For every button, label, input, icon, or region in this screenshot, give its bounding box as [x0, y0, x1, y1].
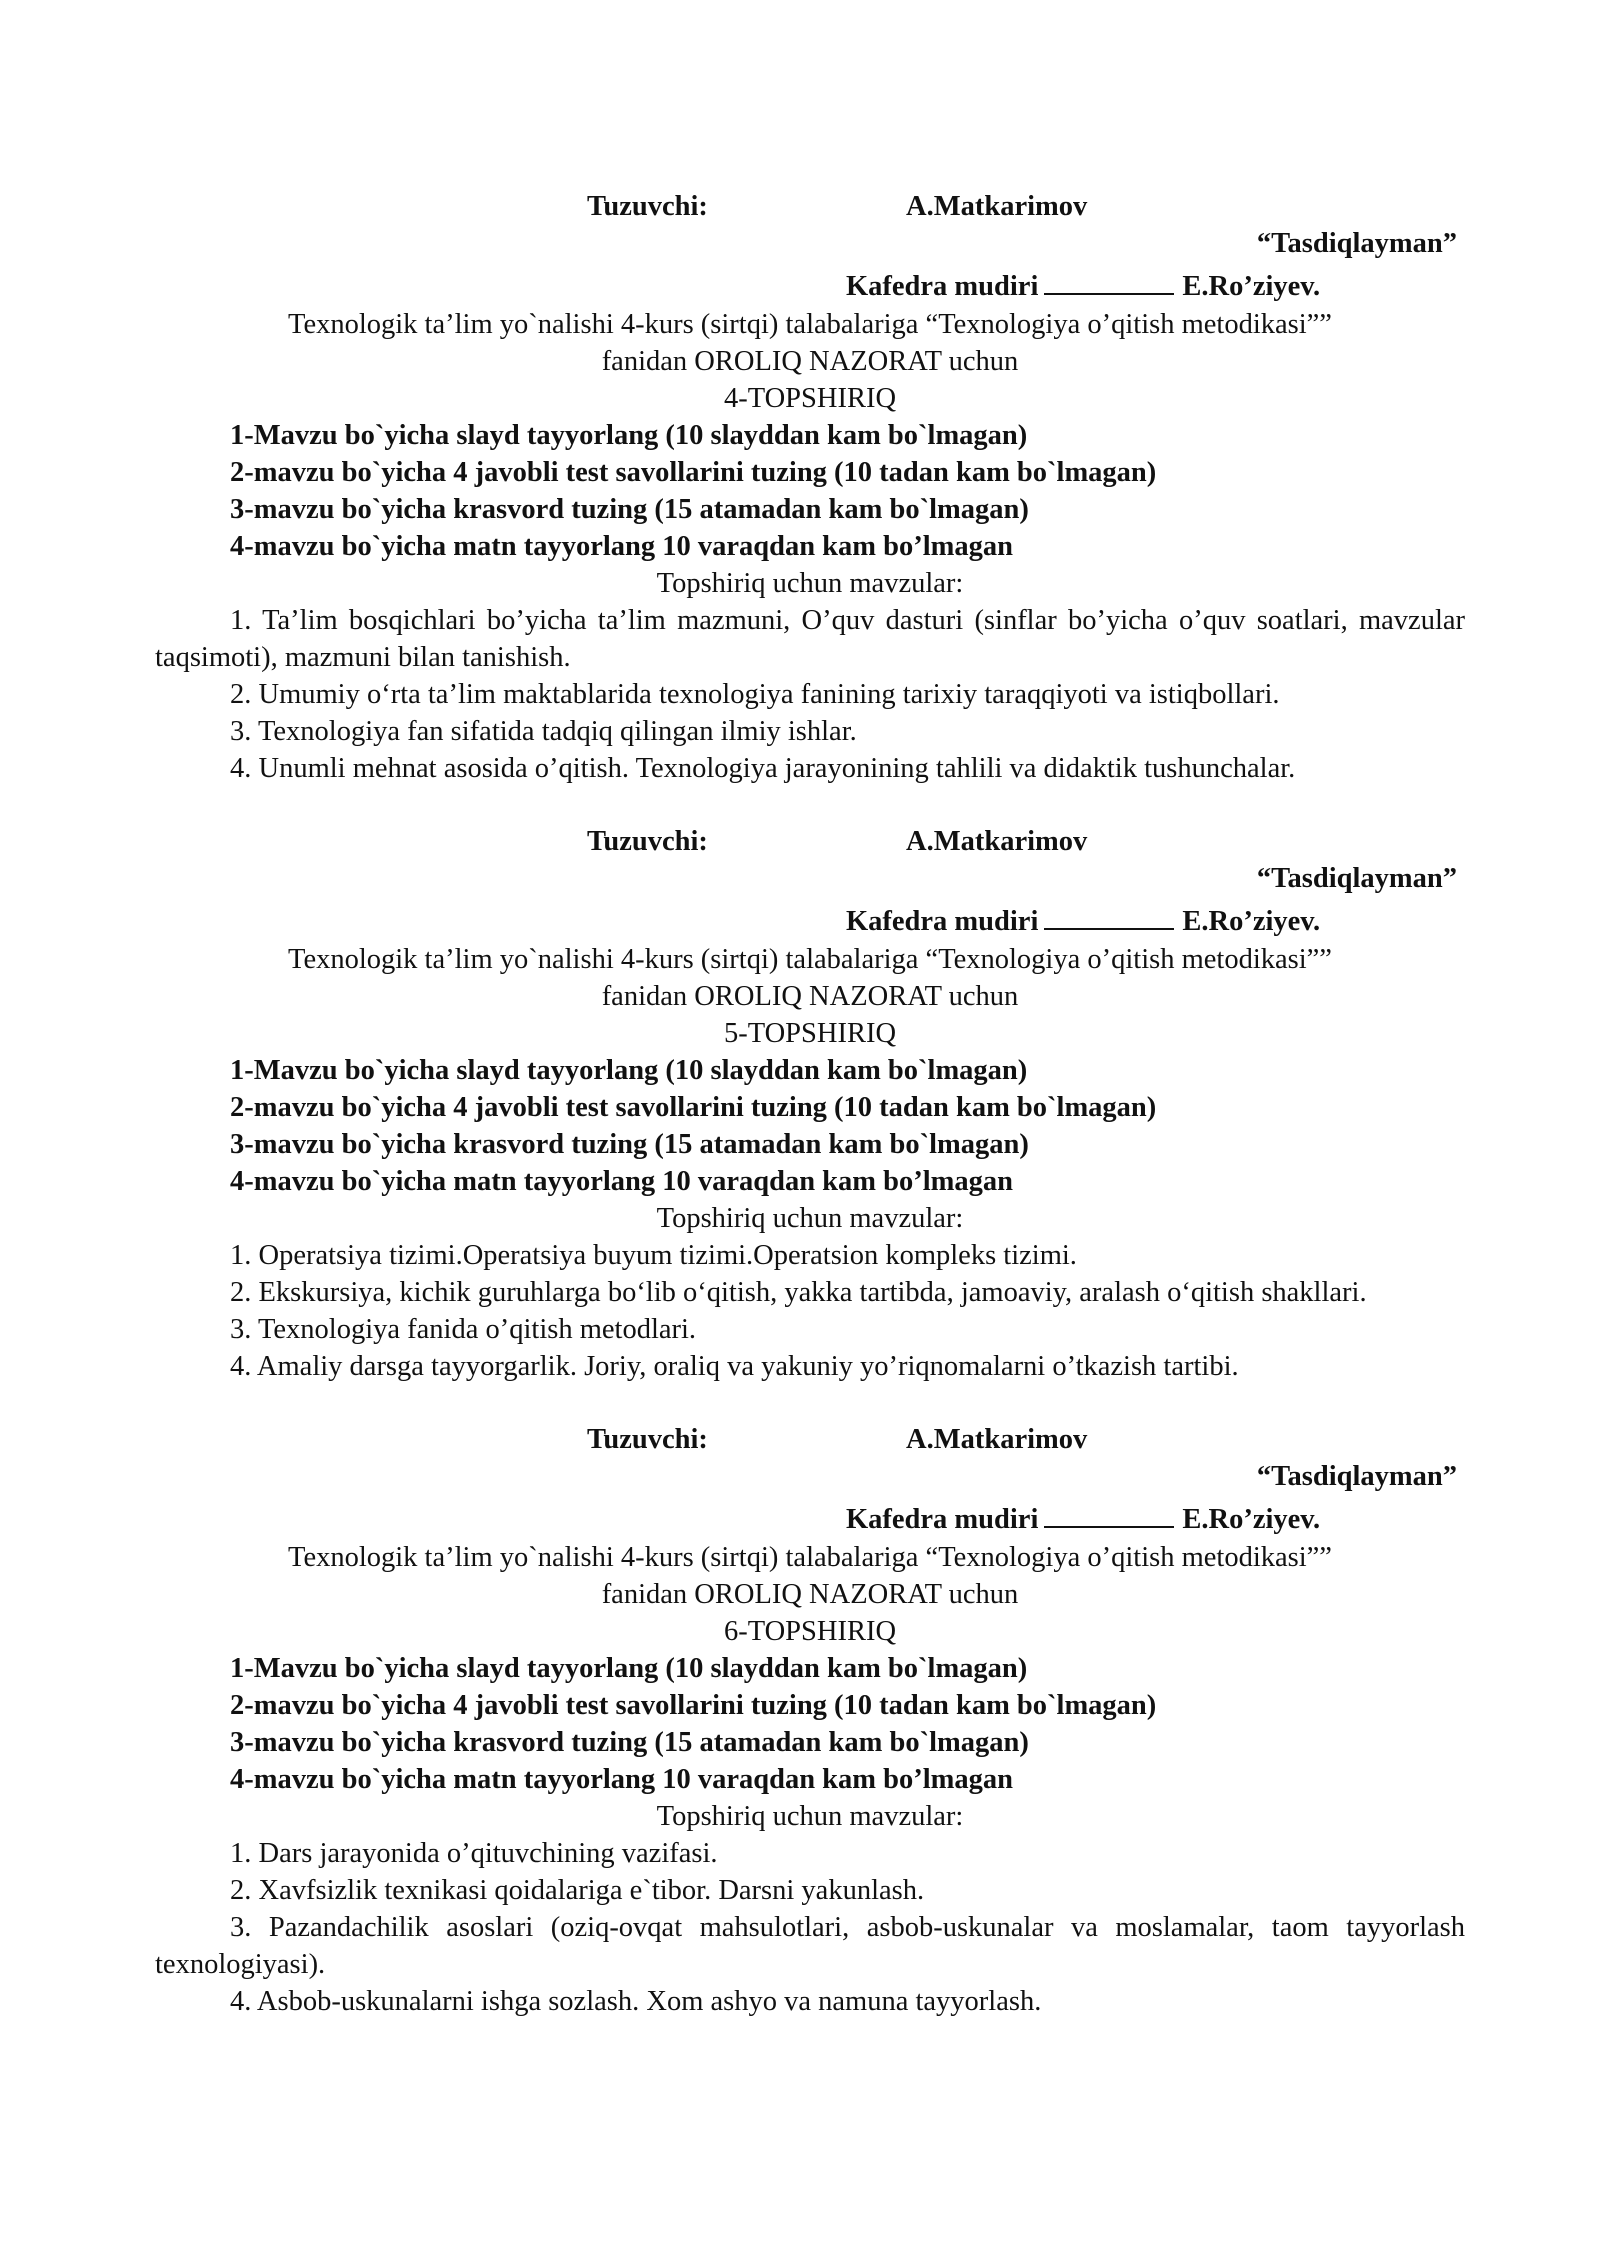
task-item: 3-mavzu bo`yicha krasvord tuzing (15 atamadan kam bo`lmagan): [230, 494, 1029, 525]
topic-item: 3. Pazandachilik asoslari (oziq-ovqat mahsulotlari, asbob-uskunalar va moslamalar, taom tayyorlash texnologiyasi).: [155, 1912, 1465, 1980]
topic-item: 2. Xavfsizlik texnikasi qoidalariga e`tibor. Darsni yakunlash.: [230, 1875, 925, 1906]
assignment-number: 5-TOPSHIRIQ: [723, 1018, 897, 1049]
task-item: 4-mavzu bo`yicha matn tayyorlang 10 varaqdan kam bo’lmagan: [230, 1166, 1013, 1197]
topic-item: 2. Umumiy o‘rta ta’lim maktablarida texnologiya fanining tarixiy taraqqiyoti va istiqbollari.: [230, 679, 1280, 710]
author-name: A.Matkarimov: [906, 191, 1088, 222]
assignment-block-6: [155, 1421, 1465, 2020]
assignment-block-5: [155, 823, 1465, 1385]
topics-heading: Topshiriq uchun mavzular:: [656, 1203, 964, 1234]
signature-line: [1044, 904, 1174, 930]
topic-item: 4. Asbob-uskunalarni ishga sozlash. Xom ashyo va namuna tayyorlash.: [230, 1986, 1042, 2017]
intro-line: Texnologik ta’lim yo`nalishi 4-kurs (sirtqi) talabalariga “Texnologiya o’qitish metodikasi””: [288, 944, 1332, 975]
intro-line-2: fanidan OROLIQ NAZORAT uchun: [601, 346, 1019, 377]
task-item: 3-mavzu bo`yicha krasvord tuzing (15 atamadan kam bo`lmagan): [230, 1727, 1029, 1758]
department-head-name: E.Ro’ziyev.: [1182, 1504, 1321, 1535]
topic-item: 1. Dars jarayonida o’qituvchining vazifasi.: [230, 1838, 718, 1869]
task-item: 3-mavzu bo`yicha krasvord tuzing (15 atamadan kam bo`lmagan): [230, 1129, 1029, 1160]
author-label: Tuzuvchi:: [587, 1424, 708, 1455]
intro-line: Texnologik ta’lim yo`nalishi 4-kurs (sirtqi) talabalariga “Texnologiya o’qitish metodikasi””: [288, 1542, 1332, 1573]
topic-item: 3. Texnologiya fan sifatida tadqiq qilingan ilmiy ishlar.: [230, 716, 857, 747]
approval-title: “Tasdiqlayman”: [1256, 228, 1457, 259]
task-item: 2-mavzu bo`yicha 4 javobli test savollarini tuzing (10 tadan kam bo`lmagan): [230, 1690, 1157, 1721]
author-line: [155, 188, 1465, 225]
approval-line: [155, 262, 1465, 306]
approval-line: [155, 1495, 1465, 1539]
topics-heading: Topshiriq uchun mavzular:: [656, 568, 964, 599]
task-item: 2-mavzu bo`yicha 4 javobli test savollarini tuzing (10 tadan kam bo`lmagan): [230, 1092, 1157, 1123]
signature-line: [1044, 269, 1174, 295]
task-item: 1-Mavzu bo`yicha slayd tayyorlang (10 slayddan kam bo`lmagan): [230, 1653, 1028, 1684]
author-line: [155, 823, 1465, 860]
assignment-number: 4-TOPSHIRIQ: [723, 383, 897, 414]
department-head-name: E.Ro’ziyev.: [1182, 906, 1321, 937]
author-label: Tuzuvchi:: [587, 191, 708, 222]
topic-item: 3. Texnologiya fanida o’qitish metodlari.: [230, 1314, 697, 1345]
task-item: 1-Mavzu bo`yicha slayd tayyorlang (10 slayddan kam bo`lmagan): [230, 420, 1028, 451]
task-item: 2-mavzu bo`yicha 4 javobli test savollarini tuzing (10 tadan kam bo`lmagan): [230, 457, 1157, 488]
topics-heading: Topshiriq uchun mavzular:: [656, 1801, 964, 1832]
task-item: 4-mavzu bo`yicha matn tayyorlang 10 varaqdan kam bo’lmagan: [230, 531, 1013, 562]
document-body: [155, 188, 1465, 2056]
department-head-label: Kafedra mudiri: [846, 271, 1039, 302]
approval-line: [155, 897, 1465, 941]
assignment-block-4: [155, 188, 1465, 787]
assignment-number: 6-TOPSHIRIQ: [723, 1616, 897, 1647]
author-name: A.Matkarimov: [906, 1424, 1088, 1455]
approval-title: “Tasdiqlayman”: [1256, 1461, 1457, 1492]
signature-line: [1044, 1502, 1174, 1528]
intro-line-2: fanidan OROLIQ NAZORAT uchun: [601, 981, 1019, 1012]
department-head-label: Kafedra mudiri: [846, 1504, 1039, 1535]
topic-item: 4. Unumli mehnat asosida o’qitish. Texnologiya jarayonining tahlili va didaktik tushunchalar.: [230, 753, 1296, 784]
topic-item: 4. Amaliy darsga tayyorgarlik. Joriy, oraliq va yakuniy yo’riqnomalarni o’tkazish tartibi.: [230, 1351, 1239, 1382]
task-item: 1-Mavzu bo`yicha slayd tayyorlang (10 slayddan kam bo`lmagan): [230, 1055, 1028, 1086]
topic-item: 1. Operatsiya tizimi.Operatsiya buyum tizimi.Operatsion kompleks tizimi.: [230, 1240, 1077, 1271]
intro-line-2: fanidan OROLIQ NAZORAT uchun: [601, 1579, 1019, 1610]
department-head-name: E.Ro’ziyev.: [1182, 271, 1321, 302]
author-line: [155, 1421, 1465, 1458]
topic-item: 2. Ekskursiya, kichik guruhlarga bo‘lib o‘qitish, yakka tartibda, jamoaviy, aralash o‘qitish shakllari.: [230, 1277, 1367, 1308]
task-item: 4-mavzu bo`yicha matn tayyorlang 10 varaqdan kam bo’lmagan: [230, 1764, 1013, 1795]
topic-item: 1. Ta’lim bosqichlari bo’yicha ta’lim mazmuni, O’quv dasturi (sinflar bo’yicha o’quv soatlari, mavzular taqsimoti), mazmuni bilan tanishish.: [155, 605, 1465, 673]
author-name: A.Matkarimov: [906, 826, 1088, 857]
department-head-label: Kafedra mudiri: [846, 906, 1039, 937]
approval-title: “Tasdiqlayman”: [1256, 863, 1457, 894]
intro-line: Texnologik ta’lim yo`nalishi 4-kurs (sirtqi) talabalariga “Texnologiya o’qitish metodikasi””: [288, 309, 1332, 340]
author-label: Tuzuvchi:: [587, 826, 708, 857]
